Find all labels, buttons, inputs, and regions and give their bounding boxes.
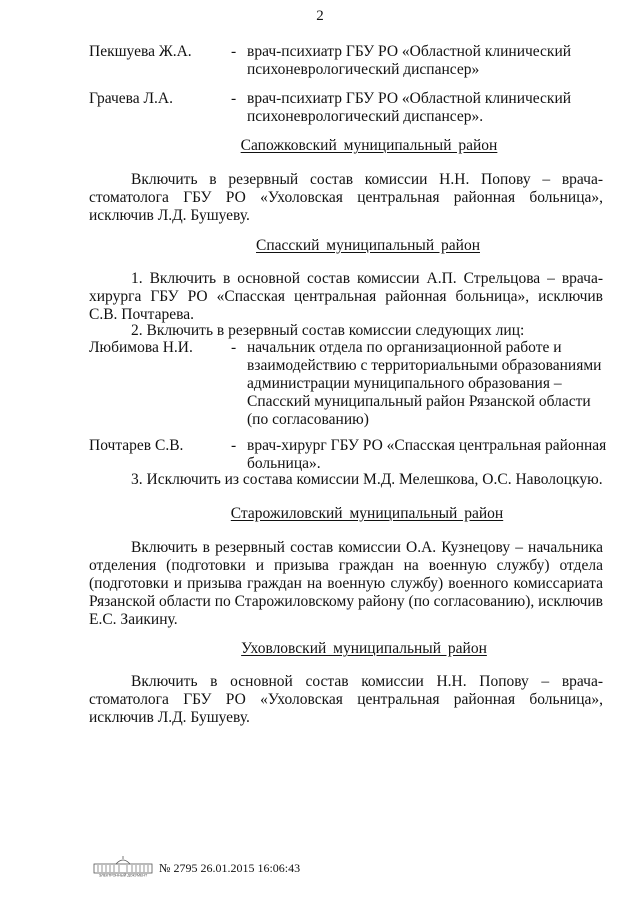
electronic-document-logo: [92, 855, 154, 877]
section-heading-starozhilovo: Старожиловский муниципальный район: [230, 505, 504, 522]
desc-line: врач-хирург ГБУ РО «Спасская центральная районная: [247, 437, 607, 454]
paragraph-spassk-3: 3. Исключить из состава комиссии М.Д. Мелешкова, О.С. Наволоцкую.: [131, 471, 603, 488]
paragraph-spassk-2: 2. Включить в резервный состав комиссии следующих лиц:: [131, 322, 525, 339]
para-line: Включить в основной состав комиссии Н.Н. Попову – врача-: [131, 673, 603, 690]
section-heading-sapozhok: Сапожковский муниципальный район: [240, 137, 498, 154]
desc-line: администрации муниципального образования –: [247, 375, 562, 392]
para-line: Е.С. Заикину.: [89, 611, 178, 628]
desc-line: больница».: [247, 455, 321, 472]
paragraph-starozhilovo: [89, 539, 603, 629]
para-line: отделения (подготовки и призыва граждан на военную службу) отдела: [89, 557, 603, 574]
para-line: стоматолога ГБУ РО «Ухоловская центральная районная больница»,: [89, 691, 603, 708]
section-heading-ukholovo: Уховловский муниципальный район: [241, 640, 487, 657]
para-line: (подготовки и призыва граждан на военную службу) военного комиссариата: [89, 575, 603, 592]
desc-line: психоневрологический диспансер».: [247, 108, 484, 125]
svg-text:ЭЛЕКТРОННЫЙ ДОКУМЕНТ: ЭЛЕКТРОННЫЙ ДОКУМЕНТ: [98, 873, 148, 877]
paragraph-sapozhok: [89, 171, 603, 225]
entry-name: Пекшуева Ж.А.: [89, 43, 192, 60]
paragraph-spassk-1: [89, 270, 603, 324]
entry-name: Любимова Н.И.: [89, 339, 193, 356]
entry-description: [247, 339, 607, 429]
entry-description: [247, 437, 607, 473]
desc-line: взаимодействию с территориальными образованиями: [247, 357, 602, 374]
building-logo-icon: [92, 855, 154, 877]
entry-dash: -: [231, 437, 237, 454]
para-line: хирурга ГБУ РО «Спасская центральная районная больница», исключив: [89, 288, 603, 305]
entry-description: [247, 90, 607, 126]
para-line: исключив Л.Д. Бушуеву.: [89, 207, 250, 224]
desc-line: Спасский муниципальный район Рязанской области: [247, 393, 591, 410]
paragraph-ukholovo: [89, 673, 603, 727]
entry-name: Грачева Л.А.: [89, 90, 173, 107]
section-heading-spassk: Спасский муниципальный район: [256, 237, 480, 254]
entry-dash: -: [231, 90, 237, 107]
desc-line: врач-психиатр ГБУ РО «Областной клинический: [247, 43, 572, 60]
entry-name: Почтарев С.В.: [89, 437, 184, 454]
entry-dash: -: [231, 339, 237, 356]
para-line: стоматолога ГБУ РО «Ухоловская центральная районная больница»,: [89, 189, 603, 206]
desc-line: (по согласованию): [247, 411, 369, 428]
para-line: исключив Л.Д. Бушуеву.: [89, 709, 250, 726]
para-line: Включить в резервный состав комиссии Н.Н. Попову – врача-: [131, 171, 603, 188]
para-line: Включить в резервный состав комиссии О.А. Кузнецову – начальника: [131, 539, 603, 556]
desc-line: психоневрологический диспансер»: [247, 61, 480, 78]
document-stamp: № 2795 26.01.2015 16:06:43: [159, 861, 301, 875]
para-line: Рязанской области по Старожиловскому району (по согласованию), исключив: [89, 593, 603, 610]
para-line: С.В. Почтарева.: [89, 306, 194, 323]
para-line: 1. Включить в основной состав комиссии А.П. Стрельцова – врача-: [131, 270, 603, 287]
desc-line: начальник отдела по организационной работе и: [247, 339, 562, 356]
entry-description: [247, 43, 607, 79]
desc-line: врач-психиатр ГБУ РО «Областной клинический: [247, 90, 572, 107]
page-number: 2: [316, 8, 324, 24]
entry-dash: -: [231, 43, 237, 60]
